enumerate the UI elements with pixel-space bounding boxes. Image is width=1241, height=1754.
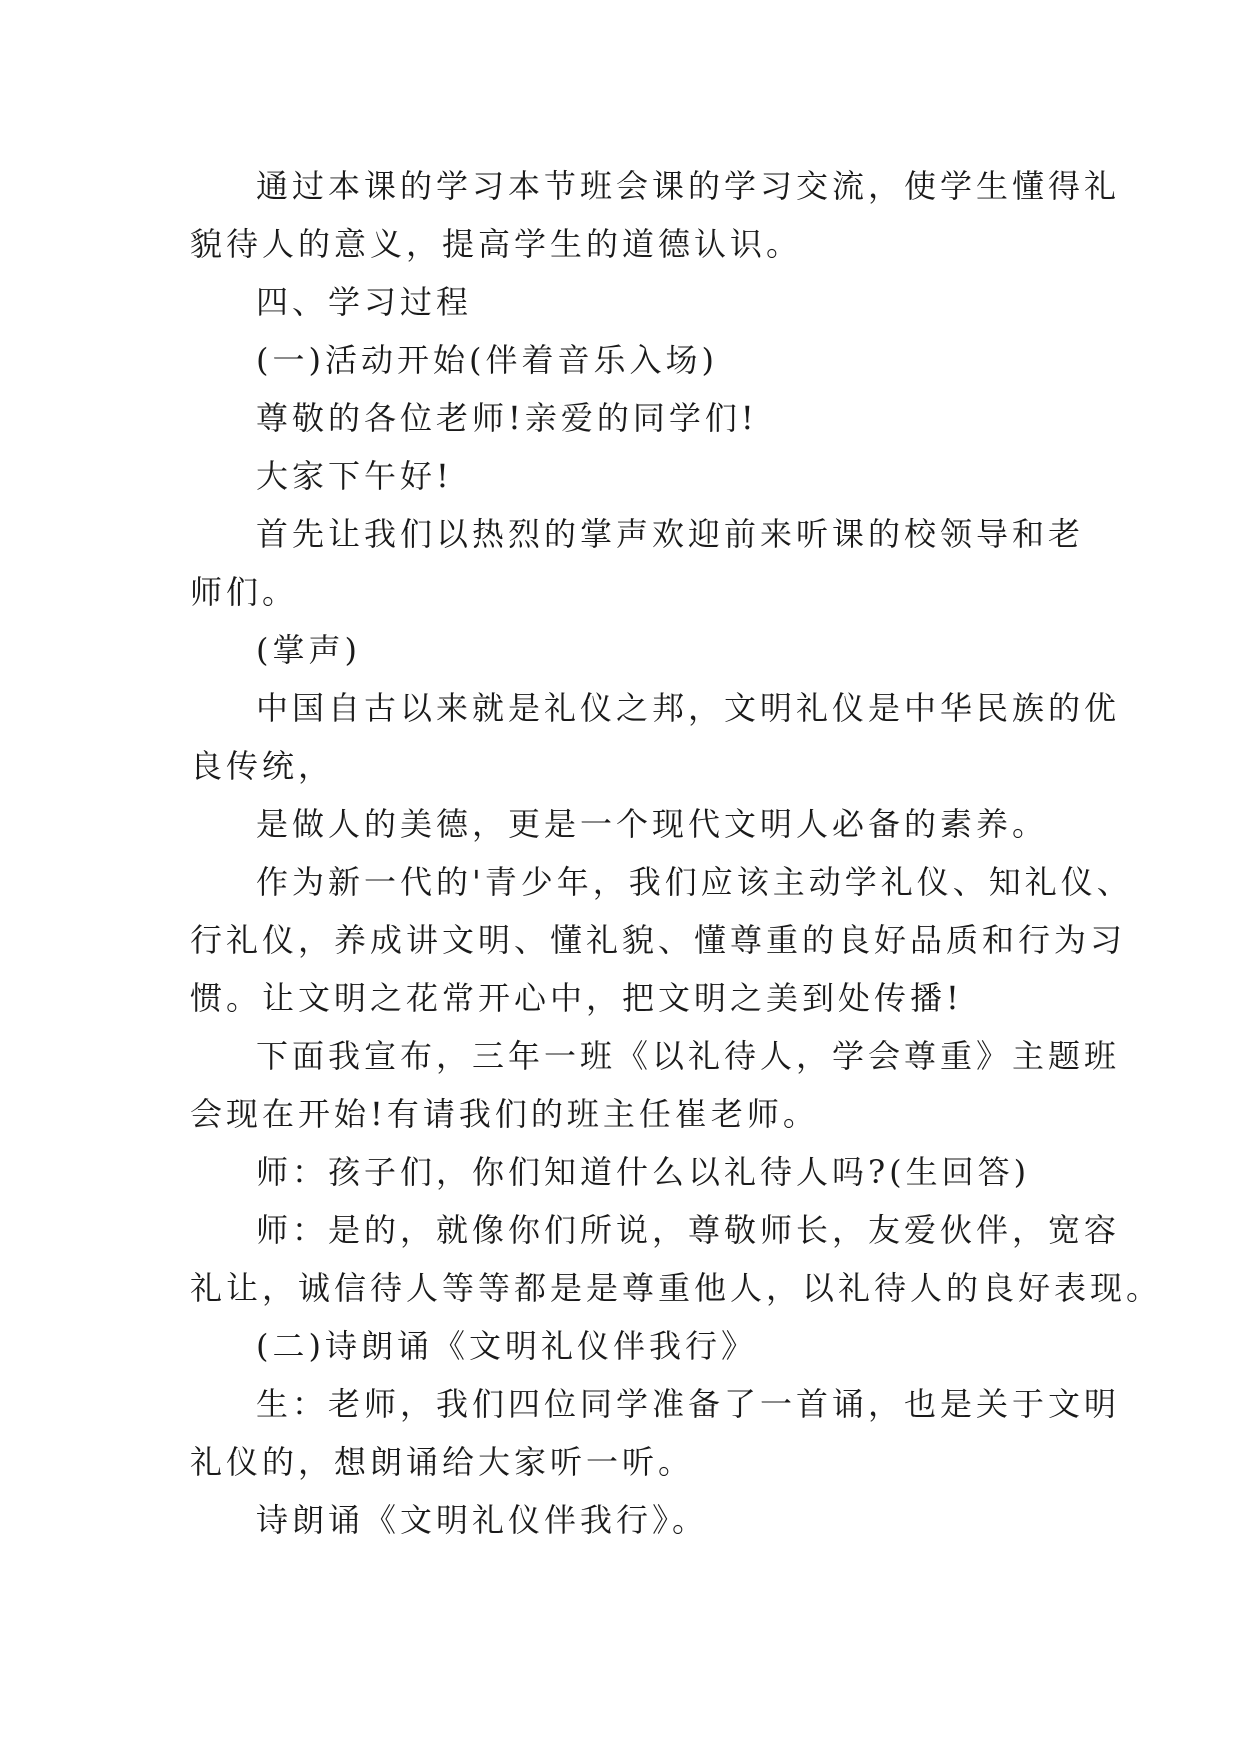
text-line-4: (一)活动开始(伴着音乐入场): [256, 341, 718, 379]
text-line-7: 首先让我们以热烈的掌声欢迎前来听课的校领导和老: [256, 515, 1085, 553]
text-line-10: 中国自古以来就是礼仪之邦，文明礼仪是中华民族的优: [256, 689, 1121, 727]
text-line-16: 下面我宣布，三年一班《以礼待人，学会尊重》主题班: [256, 1037, 1121, 1075]
text-line-18: 师：孩子们，你们知道什么以礼待人吗?(生回答): [256, 1153, 1031, 1191]
text-line-5: 尊敬的各位老师!亲爱的同学们!: [256, 399, 758, 437]
text-line-11: 良传统，: [190, 747, 335, 785]
text-line-24: 诗朗诵《文明礼仪伴我行》。: [256, 1501, 709, 1539]
text-line-14: 行礼仪，养成讲文明、懂礼貌、懂尊重的良好品质和行为习: [190, 921, 1127, 959]
text-line-19: 师：是的，就像你们所说，尊敬师长，友爱伙伴，宽容: [256, 1211, 1121, 1249]
text-line-6: 大家下午好!: [256, 457, 453, 495]
text-line-9: (掌声): [256, 631, 361, 669]
text-line-8: 师们。: [190, 573, 299, 611]
text-line-15: 惯。让文明之花常开心中，把文明之美到处传播!: [190, 979, 963, 1017]
text-line-20: 礼让，诚信待人等等都是是尊重他人，以礼待人的良好表现。: [190, 1269, 1163, 1307]
text-line-3: 四、学习过程: [256, 283, 473, 321]
text-line-1: 通过本课的学习本节班会课的学习交流，使学生懂得礼: [256, 167, 1121, 205]
text-line-22: 生：老师，我们四位同学准备了一首诵，也是关于文明: [256, 1385, 1121, 1423]
text-line-13: 作为新一代的'青少年，我们应该主动学礼仪、知礼仪、: [256, 863, 1133, 901]
text-line-2: 貌待人的意义，提高学生的道德认识。: [190, 225, 803, 263]
text-line-17: 会现在开始!有请我们的班主任崔老师。: [190, 1095, 819, 1133]
text-line-21: (二)诗朗诵《文明礼仪伴我行》: [256, 1327, 757, 1365]
text-line-23: 礼仪的，想朗诵给大家听一听。: [190, 1443, 695, 1481]
text-line-12: 是做人的美德，更是一个现代文明人必备的素养。: [256, 805, 1049, 843]
